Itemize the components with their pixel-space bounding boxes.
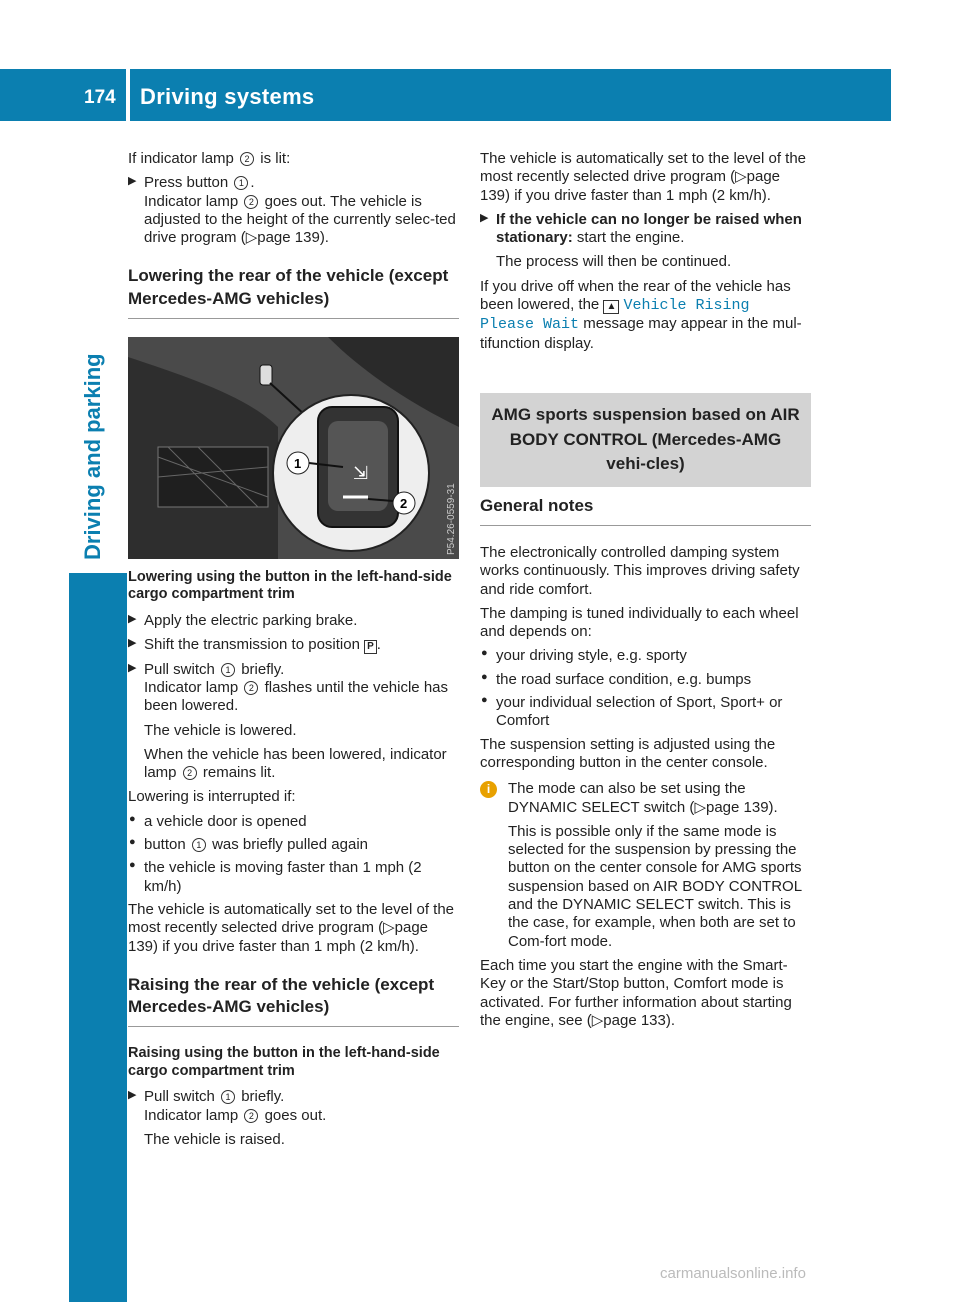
header-divider [126, 69, 130, 121]
bullet-selection: ● your individual selection of Sport, Sport+ or Comfort [480, 694, 811, 731]
right-auto-text: The vehicle is automatically set to the level of the most recently selected drive program (▷page 139) if you drive faster than 1 mph (2 km/h). [480, 150, 807, 204]
step-stationary: ▶ If the vehicle can no longer be raised when stationary: start the engine. [480, 211, 811, 248]
heading-raising: Raising the rear of the vehicle (except Mercedes-AMG vehicles) [128, 974, 459, 1027]
result-raised: The vehicle is raised. [144, 1130, 285, 1148]
step-parking-brake: ▶ Apply the electric parking brake. [128, 612, 459, 630]
watermark: carmanualsonline.info [660, 1265, 806, 1282]
side-tab-block [69, 573, 127, 1302]
cargo-illustration [128, 337, 459, 559]
car-rising-icon: ▲ [603, 300, 619, 314]
chapter-title: Driving systems [140, 84, 315, 109]
general-p3: The suspension setting is adjusted using the corresponding button in the center console. [480, 735, 776, 771]
svg-text:1: 1 [294, 455, 302, 471]
section-box-amg: AMG sports suspension based on AIR BODY CONTROL (Mercedes-AMG vehi-cles) [480, 393, 811, 487]
auto-level-text: The vehicle is automatically set to the level of the most recently selected drive program (▷page 139) if you drive faster than 1 mph (2 km/h). [128, 900, 455, 955]
right-column [480, 150, 811, 1036]
page-number: 174 [84, 87, 116, 108]
step-pull-switch: ▶ Pull switch 1 briefly. Indicator lamp 2 flashes until the vehicle has been lowered. [128, 661, 459, 716]
intro-text: If indicator lamp 2 is lit: [128, 150, 291, 167]
general-p2: The damping is tuned individually to each wheel and depends on: [480, 604, 799, 641]
heading-lowering: Lowering the rear of the vehicle (except Mercedes-AMG vehicles) [128, 265, 459, 318]
figure-code: P54.26-0559-31 [446, 482, 457, 555]
step-raise-pull: ▶ Pull switch 1 briefly. Indicator lamp 2 goes out. [128, 1088, 459, 1125]
info-icon: i [480, 781, 497, 798]
result-indicator: When the vehicle has been lowered, indicator lamp 2 remains lit. [144, 745, 447, 782]
bullet-speed: ● the vehicle is moving faster than 1 mph (2 km/h) [128, 859, 459, 896]
info-note [480, 780, 811, 951]
header-bar [0, 69, 891, 121]
svg-text:2: 2 [400, 495, 408, 511]
bullet-driving-style: ● your driving style, e.g. sporty [480, 647, 811, 665]
bullet-button: ● button 1 was briefly pulled again [128, 836, 459, 854]
info-p1: The mode can also be set using the DYNAMIC SELECT switch (▷page 139). [508, 780, 778, 816]
svg-text:⇲: ⇲ [353, 462, 369, 483]
interrupted-intro: Lowering is interrupted if: [128, 788, 296, 806]
result-continued: The process will then be continued. [496, 253, 732, 271]
bullet-road-surface: ● the road surface condition, e.g. bumps [480, 671, 811, 689]
subheading-lowering: Lowering using the button in the left-hand-side cargo compartment trim [128, 568, 452, 603]
side-tab-label: Driving and parking [80, 353, 105, 560]
subheading-raising: Raising using the button in the left-hand-side cargo compartment trim [128, 1044, 440, 1079]
left-column [128, 150, 459, 1155]
bullet-door: ● a vehicle door is opened [128, 813, 459, 831]
step-press-button: ▶ Press button 1 . Indicator lamp 2 goes out. The vehicle is adjusted to the height of the currently selec-ted drive program (▷page 139). [128, 174, 459, 247]
general-p4: Each time you start the engine with the Smart-Key or the Start/Stop button, Comfort mode is activated. For further information about starting the engine, see (▷page 133). [480, 956, 792, 1029]
general-p1: The electronically controlled damping system works continuously. This improves driving safety and ride comfort. [480, 543, 800, 598]
result-lowered: The vehicle is lowered. [144, 721, 297, 739]
drive-off-text: If you drive off when the rear of the vehicle has been lowered, the ▲ Vehicle Rising Please Wait message may appear in the mul-tifunction display. [480, 277, 802, 352]
info-p2: This is possible only if the same mode is selected for the suspension by pressing the button on the center console for AMG sports suspension based on AIR BODY CONTROL and the DYNAMIC SELECT switch. This is the case, for example, when both are set to Com-fort mode. [508, 822, 802, 950]
step-shift: ▶ Shift the transmission to position P . [128, 636, 459, 654]
heading-general-notes: General notes [480, 495, 811, 526]
cargo-switch-figure [128, 337, 459, 559]
